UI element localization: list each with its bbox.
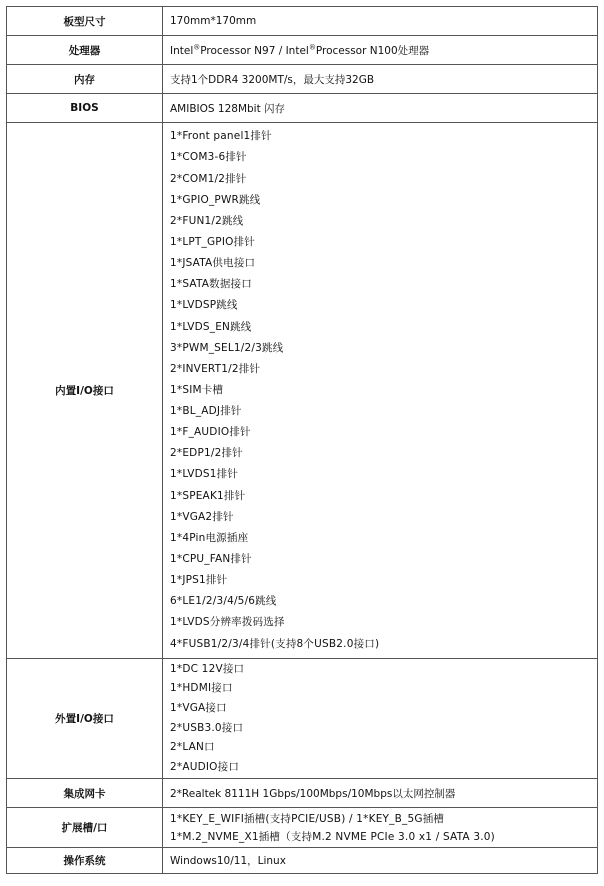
network-value: 2*Realtek 8111H 1Gbps/100Mbps/10Mbps以太网控制器 <box>163 779 598 808</box>
list-item: 4*FUSB1/2/3/4排针(支持8个USB2.0接口) <box>170 637 380 650</box>
internal-io-label: 内置I/O接口 <box>7 123 163 659</box>
list-item: 2*LAN口 <box>170 741 215 754</box>
memory-label: 内存 <box>7 65 163 94</box>
processor-text-2: Processor N97 / Intel <box>200 44 309 57</box>
list-item: 1*M.2_NVME_X1插槽（支持M.2 NVME PCIe 3.0 x1 / SATA 3.0) <box>170 830 495 843</box>
list-item: 1*JSATA供电接口 <box>170 257 256 270</box>
os-label: 操作系统 <box>7 848 163 874</box>
list-item: 1*CPU_FAN排针 <box>170 553 252 566</box>
row-memory <box>7 65 598 94</box>
row-external-io <box>7 659 598 779</box>
external-io-label: 外置I/O接口 <box>7 659 163 779</box>
row-bios <box>7 94 598 123</box>
memory-value: 支持1个DDR4 3200MT/s，最大支持32GB <box>163 65 598 94</box>
list-item: 2*FUN1/2跳线 <box>170 214 244 227</box>
list-item: 1*SIM卡槽 <box>170 383 224 396</box>
bios-label: BIOS <box>7 94 163 123</box>
list-item: 2*COM1/2排针 <box>170 172 247 185</box>
registered-mark-1: ® <box>193 43 201 51</box>
list-item: 1*SPEAK1排针 <box>170 489 246 502</box>
list-item: 3*PWM_SEL1/2/3跳线 <box>170 341 284 354</box>
list-item: 1*KEY_E_WIFI插槽(支持PCIE/USB) / 1*KEY_B_5G插槽 <box>170 812 445 825</box>
list-item: 1*BL_ADJ排针 <box>170 405 242 418</box>
list-item: 1*JPS1排针 <box>170 574 228 587</box>
list-item: 1*LVDS1排针 <box>170 468 239 481</box>
list-item: 2*USB3.0接口 <box>170 721 244 734</box>
list-item: 6*LE1/2/3/4/5/6跳线 <box>170 595 277 608</box>
row-expansion <box>7 808 598 848</box>
list-item: 1*VGA2排针 <box>170 510 234 523</box>
list-item: 2*INVERT1/2排针 <box>170 362 261 375</box>
row-processor <box>7 36 598 65</box>
processor-brand-1: Intel <box>170 44 194 57</box>
network-label: 集成网卡 <box>7 779 163 808</box>
list-item: 1*SATA数据接口 <box>170 278 252 291</box>
list-item: 1*LVDS分辨率拨码选择 <box>170 616 285 629</box>
list-item: 1*DC 12V接口 <box>170 662 245 675</box>
board-size-value: 170mm*170mm <box>163 7 598 36</box>
external-io-list <box>163 659 598 779</box>
registered-mark-2: ® <box>308 43 316 51</box>
list-item: 1*COM3-6排针 <box>170 151 247 164</box>
list-item: 1*4Pin电源插座 <box>170 531 249 544</box>
list-item: 1*LPT_GPIO排针 <box>170 235 256 248</box>
list-item: 1*F_AUDIO排针 <box>170 426 251 439</box>
list-item: 1*HDMI接口 <box>170 682 233 695</box>
list-item: 1*Front panel1排针 <box>170 130 272 143</box>
list-item: 1*LVDS_EN跳线 <box>170 320 252 333</box>
processor-label: 处理器 <box>7 36 163 65</box>
list-item: 1*VGA接口 <box>170 701 227 714</box>
internal-io-list <box>163 123 598 659</box>
row-board-size <box>7 7 598 36</box>
board-size-label: 板型尺寸 <box>7 7 163 36</box>
list-item: 2*AUDIO接口 <box>170 760 240 773</box>
row-internal-io <box>7 123 598 659</box>
expansion-label: 扩展槽/口 <box>7 808 163 848</box>
list-item: 1*GPIO_PWR跳线 <box>170 193 261 206</box>
expansion-list <box>163 808 598 848</box>
list-item: 2*EDP1/2排针 <box>170 447 243 460</box>
row-network <box>7 779 598 808</box>
bios-value: AMIBIOS 128Mbit 闪存 <box>163 94 598 123</box>
os-value: Windows10/11，Linux <box>163 848 598 874</box>
processor-value <box>163 36 598 65</box>
spec-table <box>6 6 598 874</box>
list-item: 1*LVDSP跳线 <box>170 299 238 312</box>
processor-text-3: Processor N100处理器 <box>315 44 430 57</box>
row-os <box>7 848 598 874</box>
